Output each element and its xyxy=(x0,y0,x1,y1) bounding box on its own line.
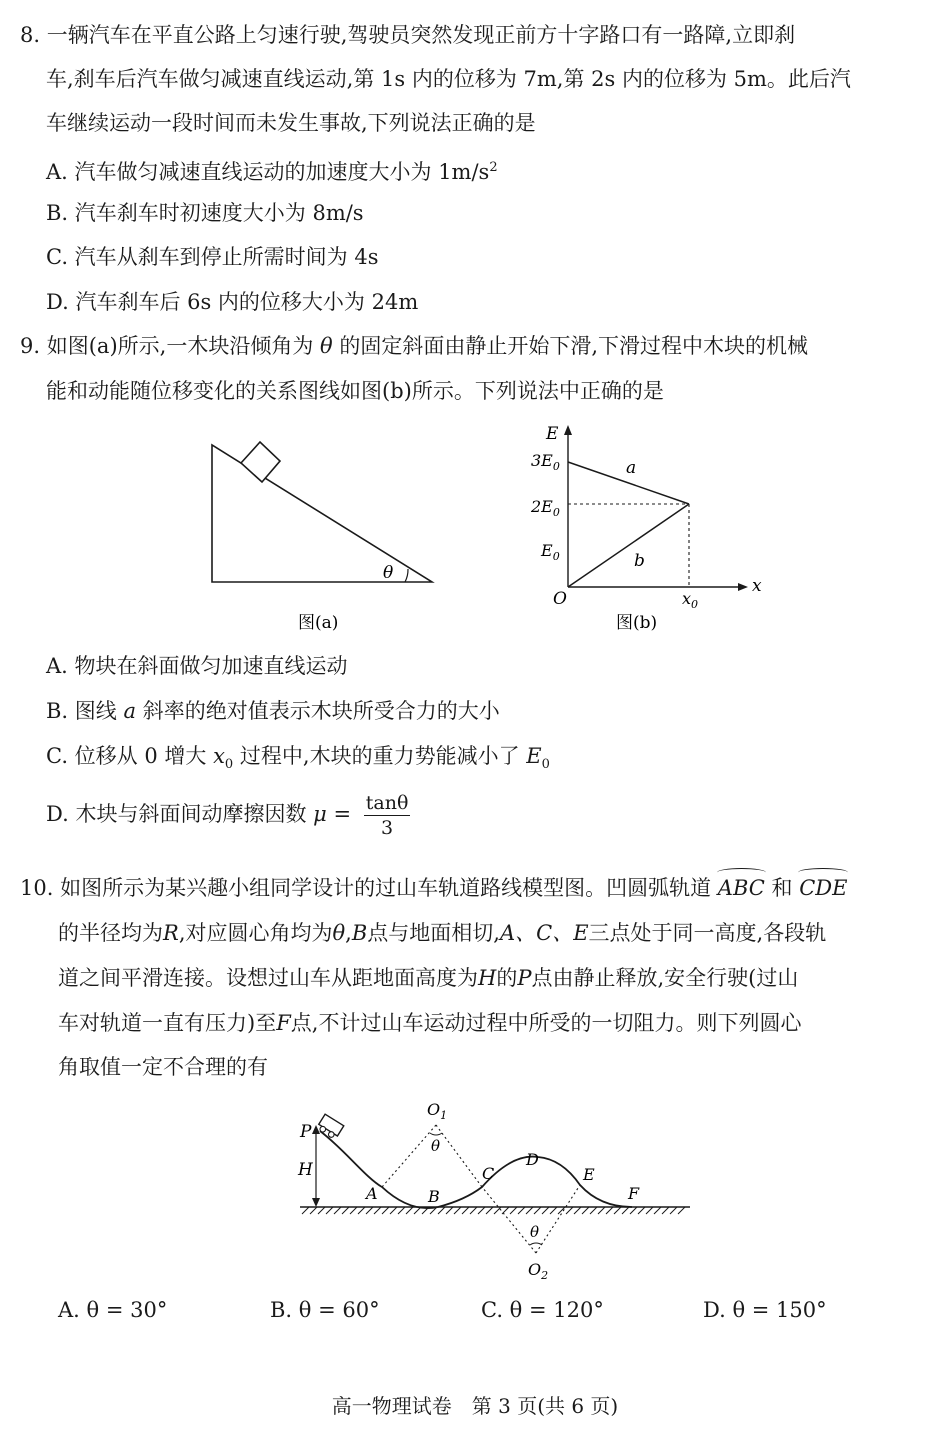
figure-b-energy-graph xyxy=(520,420,780,638)
q10-var-B: B xyxy=(351,921,368,945)
coaster-cart xyxy=(316,1114,344,1140)
q10-var-R: R xyxy=(163,921,179,945)
q9-option-c-post: 过程中,木块的重力势能减小了 xyxy=(239,744,520,768)
line-b-label: b xyxy=(634,551,645,571)
q10-stem-2c: , xyxy=(345,921,352,945)
q9-option-d xyxy=(46,790,410,840)
q10-var-theta: θ xyxy=(332,921,346,945)
q9-option-c-var2: E xyxy=(526,744,542,768)
q10-stem-2b: ,对应圆心角均为 xyxy=(178,921,333,945)
q8-stem-1: 一辆汽车在平直公路上匀速行驶,驾驶员突然发现正前方十字路口有一路障,立即刹 xyxy=(46,23,796,47)
label-theta-1: θ xyxy=(431,1137,441,1155)
q10-stem-4a: 车对轨道一直有压力)至 xyxy=(58,1011,277,1035)
radius-o2-c xyxy=(482,1187,536,1253)
radius-o1-a xyxy=(382,1125,436,1187)
fig-a-caption: 图(a) xyxy=(298,613,339,633)
q10-stem-2a: 的半径均为 xyxy=(58,921,163,945)
q10-line-1 xyxy=(20,873,847,903)
label-E: E xyxy=(583,1165,595,1184)
q9-option-c-sub2: 0 xyxy=(541,757,550,773)
q10-stem-3b: 的 xyxy=(496,966,518,990)
q10-option-b: B. θ = 60° xyxy=(270,1298,380,1322)
q8-line-3: 车继续运动一段时间而未发生事故,下列说法正确的是 xyxy=(46,111,536,135)
fig-a-angle-label: θ xyxy=(383,563,394,583)
q9-option-b xyxy=(46,696,500,726)
angle-arc-o2 xyxy=(530,1243,542,1245)
radius-o2-e xyxy=(536,1185,580,1253)
ground-hatching xyxy=(302,1207,685,1214)
q10-var-P: P xyxy=(517,966,532,990)
q10-option-d: D. θ = 150° xyxy=(703,1298,827,1322)
q9-option-d-mu: μ xyxy=(313,802,327,826)
q9-option-a: A. 物块在斜面做匀加速直线运动 xyxy=(46,654,348,678)
q9-option-c xyxy=(46,741,550,780)
tick-3E0: $3E_0$ xyxy=(531,451,560,473)
q9-option-b-var: a xyxy=(123,699,137,723)
q9-option-d-pre: D. 木块与斜面间动摩擦因数 xyxy=(46,802,307,826)
x-axis-arrow xyxy=(738,583,748,591)
q8-option-a-sup: 2 xyxy=(489,160,498,175)
q8-option-c: C. 汽车从刹车到停止所需时间为 4s xyxy=(46,245,379,269)
tick-x0: $x_0$ xyxy=(682,589,699,611)
q10-line-2 xyxy=(58,918,826,948)
q9-line-2: 能和动能随位移变化的关系图线如图(b)所示。下列说法中正确的是 xyxy=(46,379,664,403)
label-B: B xyxy=(428,1187,440,1206)
q10-stem-1b: 和 xyxy=(771,876,793,900)
q10-var-F: F xyxy=(276,1011,291,1035)
q9-option-d-denominator: 3 xyxy=(381,817,394,839)
q9-option-d-fraction xyxy=(364,791,411,840)
q9-number: 9. xyxy=(20,334,41,358)
tick-2E0: $2E_0$ xyxy=(531,497,560,519)
height-arrow-top xyxy=(312,1125,320,1134)
fig-b-caption: 图(b) xyxy=(616,613,658,633)
q10-line-3 xyxy=(58,963,798,993)
q8-option-d: D. 汽车刹车后 6s 内的位移大小为 24m xyxy=(46,290,419,314)
q10-stem-4b: 点,不计过山车运动过程中所受的一切阻力。则下列圆心 xyxy=(290,1011,802,1035)
q9-option-c-pre: C. 位移从 0 增大 xyxy=(46,744,207,768)
q10-stem-2d: 点与地面相切, xyxy=(367,921,500,945)
q10-option-c: C. θ = 120° xyxy=(481,1298,604,1322)
arc-cde: CDE xyxy=(799,873,847,903)
q9-option-c-var: x xyxy=(213,744,225,768)
q10-option-a: A. θ = 30° xyxy=(58,1298,168,1322)
arc-abc: ABC xyxy=(718,873,765,903)
q8-option-a-text: A. 汽车做匀减速直线运动的加速度大小为 1m/s xyxy=(46,160,490,184)
y-axis-arrow xyxy=(564,425,572,435)
tick-E0: $E_0$ xyxy=(541,541,560,563)
q10-line-5: 角取值一定不合理的有 xyxy=(58,1055,268,1079)
q8-line-1 xyxy=(20,20,795,50)
q10-stem-3c: 点由静止释放,安全行驶(过山 xyxy=(531,966,799,990)
q10-stem-1a: 如图所示为某兴趣小组同学设计的过山车轨道路线模型图。凹圆弧轨道 xyxy=(60,876,712,900)
q9-option-c-sub: 0 xyxy=(224,757,234,773)
label-O1: $O_1$ xyxy=(427,1100,448,1122)
label-theta-2: θ xyxy=(530,1223,540,1241)
q10-stem-2e: 三点处于同一高度,各段轨 xyxy=(588,921,827,945)
origin-label: O xyxy=(553,589,567,609)
line-a-label: a xyxy=(626,458,637,478)
q8-option-a xyxy=(46,153,498,187)
label-H: H xyxy=(298,1160,313,1180)
page-footer: 高一物理试卷 第 3 页(共 6 页) xyxy=(331,1394,619,1418)
label-D: D xyxy=(526,1150,539,1169)
angle-arc xyxy=(405,569,408,582)
q10-stem-3a: 道之间平滑连接。设想过山车从距地面高度为 xyxy=(58,966,478,990)
label-F: F xyxy=(628,1184,640,1203)
q8-option-b: B. 汽车刹车时初速度大小为 8m/s xyxy=(46,201,364,225)
label-P: P xyxy=(300,1122,312,1142)
q9-theta: θ xyxy=(320,334,333,358)
figure-a-incline xyxy=(200,430,450,640)
label-A: A xyxy=(366,1184,378,1203)
q10-line-4 xyxy=(58,1008,801,1038)
label-O2: $O_2$ xyxy=(528,1260,549,1282)
q9-option-b-post: 斜率的绝对值表示木块所受合力的大小 xyxy=(142,699,500,723)
q8-number: 8. xyxy=(20,23,41,47)
q9-stem-1b: 的固定斜面由静止开始下滑,下滑过程中木块的机械 xyxy=(339,334,809,358)
q9-option-b-pre: B. 图线 xyxy=(46,699,117,723)
wooden-block xyxy=(241,442,280,482)
figure-roller-coaster xyxy=(290,1095,700,1285)
line-b-kinetic-energy xyxy=(568,504,689,587)
y-axis-label: E xyxy=(546,424,559,444)
q10-var-H: H xyxy=(478,966,497,990)
radius-o1-c xyxy=(436,1125,482,1187)
q8-line-2: 车,刹车后汽车做匀减速直线运动,第 1s 内的位移为 7m,第 2s 内的位移为 5m。此后汽 xyxy=(46,67,851,91)
q9-option-d-numerator: tanθ xyxy=(365,792,409,814)
height-arrow-bottom xyxy=(312,1198,320,1207)
q10-var-ACE: A、C、E xyxy=(499,921,589,945)
q9-option-d-eq: = xyxy=(333,802,352,826)
angle-arc-o1 xyxy=(430,1133,442,1135)
label-C: C xyxy=(482,1164,495,1183)
q9-line-1 xyxy=(20,331,808,361)
x-axis-label: x xyxy=(752,576,762,596)
q10-number: 10. xyxy=(20,876,54,900)
q9-stem-1a: 如图(a)所示,一木块沿倾角为 xyxy=(46,334,314,358)
